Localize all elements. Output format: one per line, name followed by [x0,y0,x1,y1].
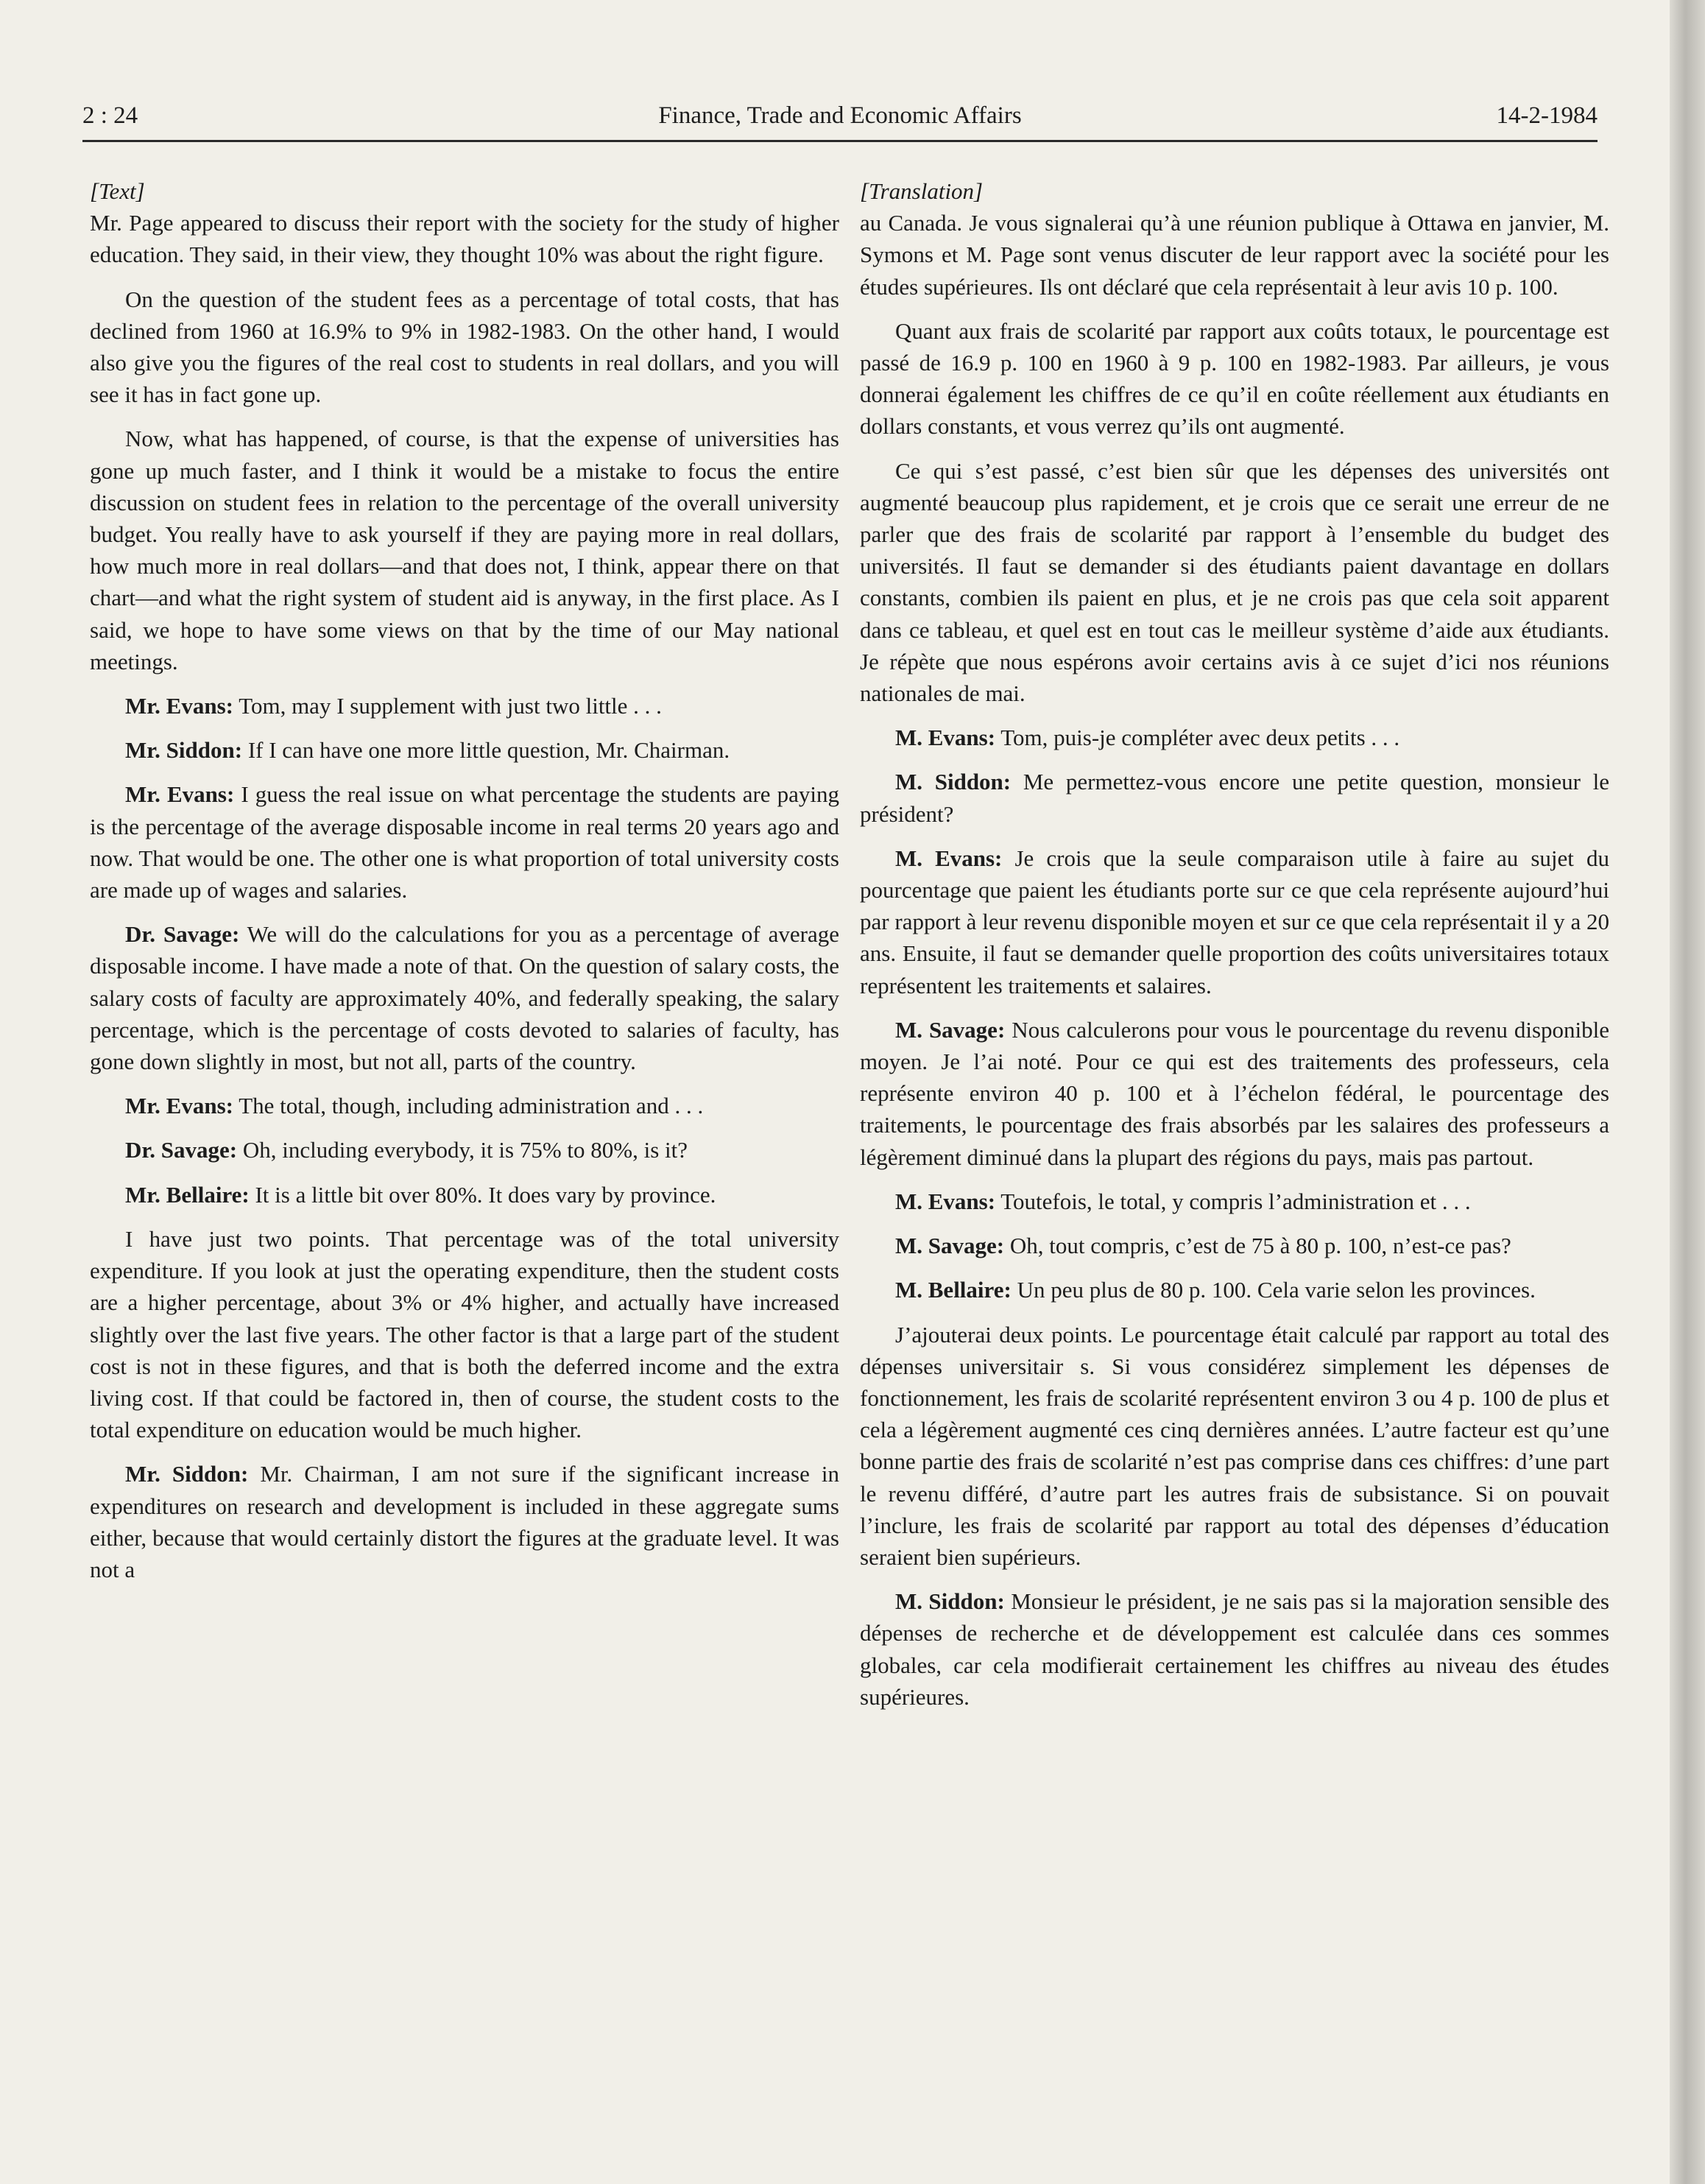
paragraph-text: Mr. Page appeared to discuss their report with the society for the study of higher education. They said, in their view, they thought 10% was about the right figure. [90,210,839,268]
page-header [82,94,1598,142]
paragraph [860,1014,1609,1173]
paragraph-text: Me permettez-vous encore une petite question, monsieur le président? [860,769,1609,827]
speaker-name: M. Siddon: [895,1588,1005,1615]
paragraph [860,1186,1609,1217]
paragraph-text: Oh, including everybody, it is 75% to 80%, is it? [242,1137,688,1163]
paragraph [90,918,839,1077]
paragraph-text: Quant aux frais de scolarité par rapport aux coûts totaux, le pourcentage est passé de 16.9 p. 100 en 1960 à 9 p. 100 en 1982-1983. Par ailleurs, je vous donnerai également les chiffres de ce qu’il en coûte réellement aux étudiants en dollars constants, et vous verrez qu’ils ont augmenté. [860,317,1609,440]
paragraph [90,1090,839,1121]
paragraph-text: J’ajouterai deux points. Le pourcentage était calculé par rapport au total des dépenses universitair s. Si vous considérez simplement les dépenses de fonctionnement, les frais de scolarité représentent environ 3 ou 4 p. 100 de plus et cela a légèrement augmenté ces cinq dernières années. L’autre facteur est qu’une bonne partie des frais de scolarité n’est pas comprise dans ces chiffres: d’une part le revenu différé, d’autre part les autres frais de subsistance. Si on pouvait l’inclure, les frais de scolarité par rapport au total des dépenses d’éducation seraient bien supérieurs. [860,1321,1609,1570]
paragraph-text: Now, what has happened, of course, is that the expense of universities has gone up much faster, and I think it would be a mistake to focus the entire discussion on student fees in relation to the percentage of the overall university budget. You really have to ask yourself if they are paying more in real dollars, how much more in real dollars—and that does not, I think, appear there on that chart—and what the right system of student aid is anyway, in the first place. As I said, we hope to have some views on that by the time of our May national meetings. [90,426,839,674]
paragraph-text: Un peu plus de 80 p. 100. Cela varie selon les provinces. [1017,1277,1536,1303]
paragraph-text: It is a little bit over 80%. It does vary by province. [255,1181,716,1208]
paragraph [860,1585,1609,1713]
speaker-name: M. Evans: [895,1188,996,1214]
paragraph [860,766,1609,829]
speaker-name: Mr. Evans: [125,781,235,808]
paragraph-text: Je crois que la seule comparaison utile à faire au sujet du pourcentage que paient les étudiants porte sur ce que cela représente aujourd’hui par rapport à leur revenu disponible moyen et sur ce que cela représentait il y a 20 ans. Ensuite, il faut se demander quelle proportion des coûts universitaires totaux représentent les traitements et salaires. [860,845,1609,998]
paragraph [860,1230,1609,1261]
paragraph-text: Nous calculerons pour vous le pourcentage du revenu disponible moyen. Je l’ai noté. Pour ce qui est des traitements des professeurs, cela représente environ 40 p. 100 et à l’échelon fédéral, le pourcentage des traitements, le pourcentage des frais absorbés par les salaires des professeurs a légèrement diminué dans la plupart des régions du pays, mais pas partout. [860,1016,1609,1170]
speaker-name: Mr. Siddon: [125,1461,249,1487]
paragraph [860,1319,1609,1574]
paragraph-text: On the question of the student fees as a percentage of total costs, that has declined from 1960 at 16.9% to 9% in 1982-1983. On the other hand, I would also give you the figures of the real cost to students in real dollars, and you will see it has in fact gone up. [90,286,839,408]
page-edge [1670,0,1705,2184]
french-column [860,175,1609,2104]
paragraph-text: We will do the calculations for you as a percentage of average disposable income. I have made a note of that. On the question of salary costs, the salary costs of faculty are approximately 40%, and federally speaking, the salary percentage, which is the percentage of costs devoted to salaries of faculty, has gone down slightly in most, but not all, parts of the country. [90,921,839,1075]
paragraph [90,734,839,766]
running-title: Finance, Trade and Economic Affairs [658,102,1022,129]
page-number: 2 : 24 [82,102,138,129]
column-tag: [Translation] [860,178,984,204]
paragraph-text: Oh, tout compris, c’est de 75 à 80 p. 100, n’est-ce pas? [1009,1233,1511,1259]
speaker-name: M. Evans: [895,725,996,751]
paragraph-text: I guess the real issue on what percentage the students are paying is the percentage of the average disposable income in real terms 20 years ago and now. That would be one. The other one is what proportion of total university costs are made up of wages and salaries. [90,781,840,903]
paragraph [90,423,839,677]
paragraph-text: The total, though, including administration and . . . [239,1093,704,1119]
paragraph [860,455,1609,710]
paragraph [860,1274,1609,1306]
paragraph-text: Tom, puis-je compléter avec deux petits . . . [1000,725,1400,751]
paragraph [90,1179,839,1211]
english-column [90,175,839,2104]
paragraph [90,690,839,722]
paragraph [90,1458,839,1585]
paragraph [90,1134,839,1166]
paragraph [860,722,1609,753]
paragraph [90,1223,839,1445]
speaker-name: Mr. Bellaire: [125,1181,250,1208]
paragraph-text: Toutefois, le total, y compris l’administration et . . . [1000,1188,1471,1214]
paragraph [860,315,1609,443]
paragraph-text: Monsieur le président, je ne sais pas si la majoration sensible des dépenses de recherche et de développement est calculée dans ces sommes globales, car cela modifierait certainement les chiffres au niveau des études supérieures. [860,1588,1609,1710]
paragraph-text: If I can have one more little question, Mr. Chairman. [247,737,730,764]
speaker-name: Dr. Savage: [125,921,240,948]
speaker-name: M. Savage: [895,1233,1005,1259]
paragraph [90,283,839,411]
paragraph [90,778,839,906]
paragraph [90,207,839,270]
paragraph-text: Mr. Chairman, I am not sure if the significant increase in expenditures on research and development is included in these aggregate sums either, because that would certainly distort the figures at the graduate level. It was not a [90,1461,839,1582]
column-tag: [Text] [90,178,145,204]
speaker-name: M. Bellaire: [895,1277,1012,1303]
page-date: 14-2-1984 [1496,102,1598,129]
speaker-name: M. Savage: [895,1016,1006,1043]
paragraph-text: Ce qui s’est passé, c’est bien sûr que les dépenses des universités ont augmenté beaucoup plus rapidement, et je crois que ce serait une erreur de ne parler que des frais de scolarité par rapport à l’ensemble du budget des universités. Il faut se demander si des étudiants paient davantage en dollars constants, combien ils paient en plus, et je ne crois pas que cela soit apparent dans ce tableau, et quel est en tout cas le meilleur système d’aide aux étudiants. Je répète que nous espérons avoir certains avis à ce sujet d’ici nos réunions nationales de mai. [860,457,1609,707]
speaker-name: Mr. Evans: [125,1093,233,1119]
paragraph-text: au Canada. Je vous signalerai qu’à une réunion publique à Ottawa en janvier, M. Symons et M. Page sont venus discuter de leur rapport avec la société pour les études supérieures. Ils ont déclaré que cela représentait à leur avis 10 p. 100. [860,210,1609,300]
paragraph [860,842,1609,1001]
speaker-name: Dr. Savage: [125,1137,238,1163]
speaker-name: Mr. Siddon: [125,737,243,764]
paragraph-text: I have just two points. That percentage was of the total university expenditure. If you look at just the operating expenditure, then the student costs are a higher percentage, about 3% or 4% higher, and actually have increased slightly over the last five years. The other factor is that a large part of the student cost is not in these figures, and that is both the deferred income and the extra living cost. If that could be factored in, then of course, the student costs to the total expenditure on education would be much higher. [90,1225,839,1443]
speaker-name: M. Siddon: [895,769,1012,795]
speaker-name: M. Evans: [895,845,1003,871]
paragraph-text: Tom, may I supplement with just two little . . . [239,693,662,719]
speaker-name: Mr. Evans: [125,693,233,719]
paragraph [860,207,1609,303]
